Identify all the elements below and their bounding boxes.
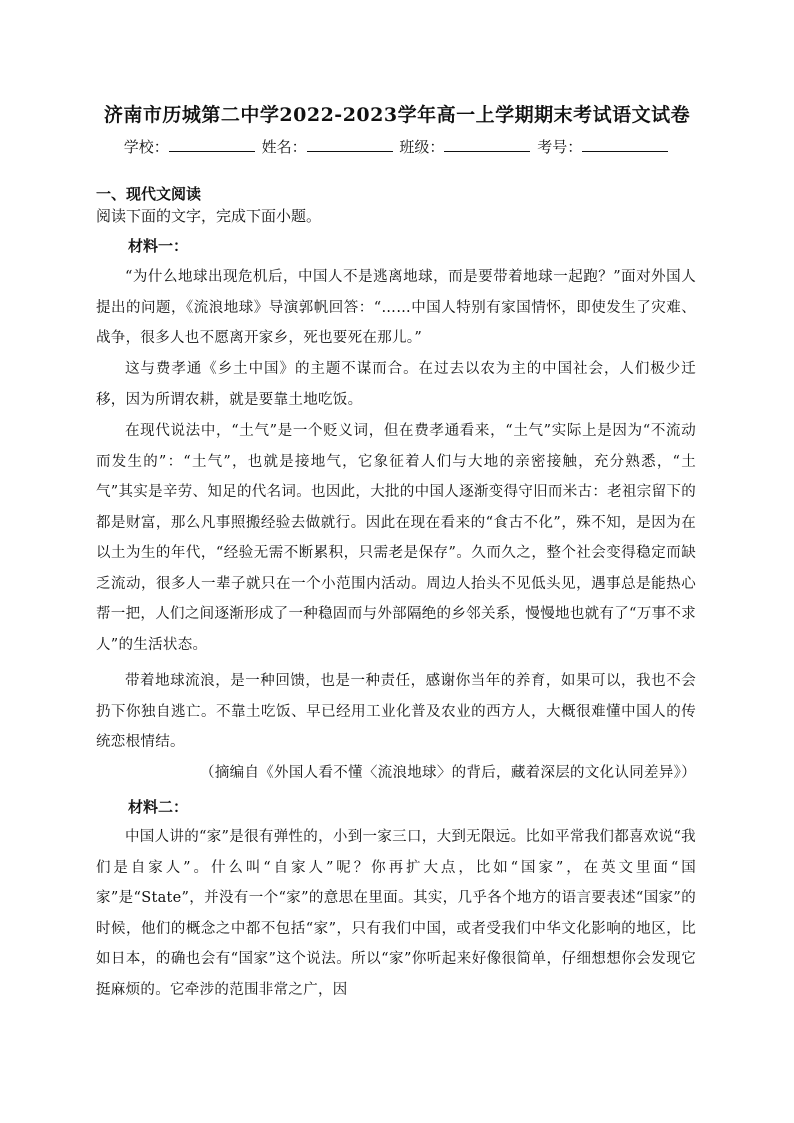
material-two-label: 材料二： [128, 798, 189, 816]
school-blank[interactable] [169, 137, 255, 152]
class-label: 班级： [399, 138, 445, 156]
section-heading: 一、现代文阅读 [96, 185, 202, 203]
material-one-paragraph: 带着地球流浪，是一种回馈，也是一种责任，感谢你当年的养育，如果可以，我也不会扔下你独自逃亡。不靠土吃饭、早已经用工业化普及农业的西方人，大概很难懂中国人的传统恋根情结。 [96, 673, 696, 750]
material-one-label: 材料一： [128, 237, 189, 255]
material-one-paragraph: 这与费孝通《乡土中国》的主题不谋而合。在过去以农为主的中国社会，人们极少迁移，因为所谓农耕，就是要靠土地吃饭。 [96, 361, 696, 408]
student-info-row [0, 136, 794, 157]
exam-number-label: 考号： [537, 138, 583, 156]
exam-number-blank[interactable] [582, 137, 668, 152]
material-one-paragraph: 在现代说法中，“土气”是一个贬义词，但在费孝通看来，“土气”实际上是因为“不流动而发生的”：“土气”，也就是接地气，它象征着人们与大地的亲密接触，充分熟悉，“土气”其实是辛劳、知足的代名词。也因此，大批的中国人逐渐变得守旧而米古：老祖宗留下的都是财富，那么凡事照搬经验去做就行。因此在现在看来的“食古不化”，殊不知，是因为在以土为生的年代，“经验无需不断累积，只需老是保存”。久而久之，整个社会变得稳定而缺乏流动，很多人一辈子就只在一个小范围内活动。周边人抬头不见低头见，遇事总是能热心帮一把，人们之间逐渐形成了一种稳固而与外部隔绝的乡邻关系，慢慢地也就有了“万事不求人”的生活状态。 [96, 423, 696, 653]
exam-title: 济南市历城第二中学2022-2023学年高一上学期期末考试语文试卷 [103, 104, 691, 126]
material-two-paragraph: 中国人讲的“家”是很有弹性的，小到一家三口，大到无限远。比如平常我们都喜欢说“我们是自家人”。什么叫“自家人”呢？你再扩大点，比如“国家”，在英文里面“国家”是“State”，并没有一个“家”的意思在里面。其实，几乎各个地方的语言要表述“国家”的时候，他们的概念之中都不包括“家”，只有我们中国，或者受我们中华文化影响的地区，比如日本，的确也会有“国家”这个说法。所以“家”你听起来好像很简单，仔细想想你会发现它挺麻烦的。它牵涉的范围非常之广，因 [96, 829, 696, 998]
school-label: 学校： [123, 138, 169, 156]
material-one-source: （摘编自《外国人看不懂〈流浪地球〉的背后，藏着深层的文化认同差异》） [200, 765, 696, 781]
name-blank[interactable] [307, 137, 393, 152]
class-blank[interactable] [444, 137, 530, 152]
name-label: 姓名： [261, 138, 307, 156]
material-one-paragraph: “为什么地球出现危机后，中国人不是逃离地球，而是要带着地球一起跑？”面对外国人提出的问题，《流浪地球》导演郭帆回答：“……中国人特别有家国情怀，即使发生了灾难、战争，很多人也不愿离开家乡，死也要死在那儿。” [96, 269, 696, 346]
section-instruction: 阅读下面的文字，完成下面小题。 [96, 207, 322, 225]
